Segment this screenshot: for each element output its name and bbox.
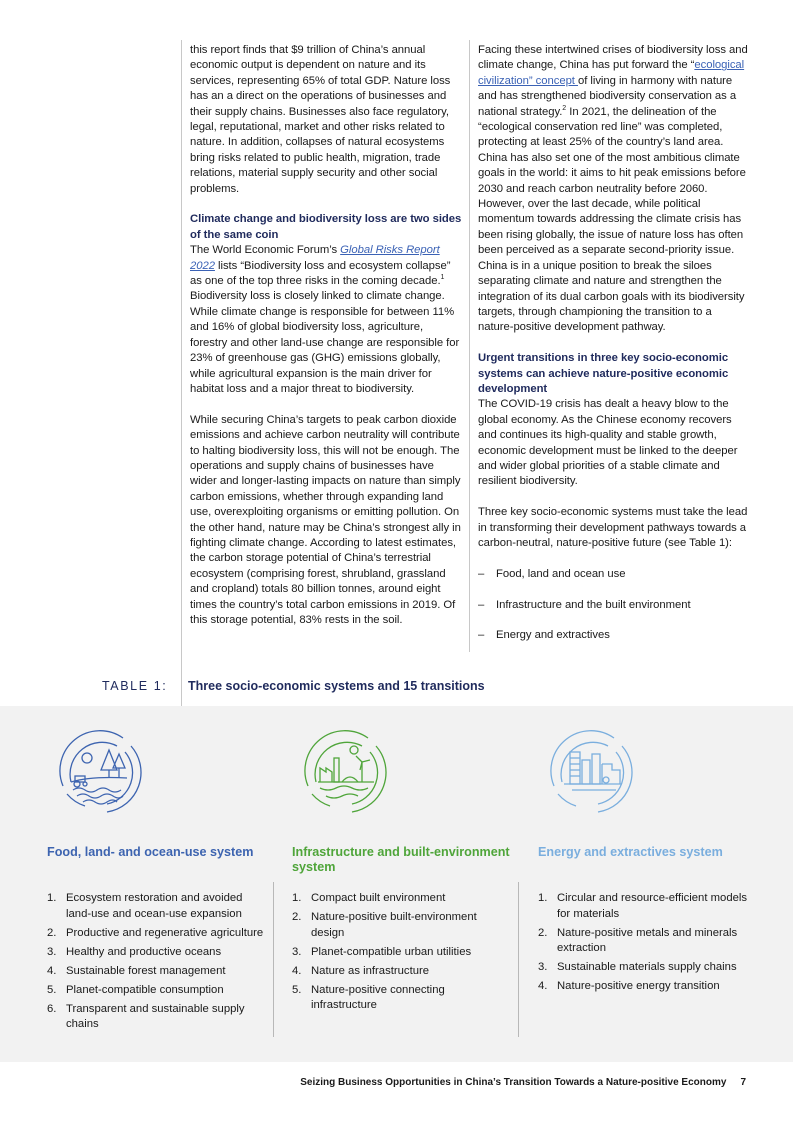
right-column <box>478 43 750 659</box>
column-separator <box>518 882 519 1037</box>
list-item: – Food, land and ocean use <box>478 567 750 582</box>
footer-title: Seizing Business Opportunities in China’s Transition Towards a Nature-positive Economy <box>300 1077 727 1088</box>
list-item: – Energy and extractives <box>478 628 750 643</box>
table-label: TABLE 1: <box>102 679 168 693</box>
system-energy-extractives <box>538 724 758 998</box>
table-title: Three socio-economic systems and 15 transitions <box>188 679 485 693</box>
list-item: 4. Sustainable forest management <box>47 964 226 977</box>
system-title: Food, land- and ocean-use system <box>47 845 254 859</box>
left-column <box>190 43 462 644</box>
list-item: 2. Productive and regenerative agriculture <box>47 926 264 939</box>
infrastructure-icon <box>296 724 396 824</box>
list-item: – Infrastructure and the built environment <box>478 598 750 613</box>
list-item: 2. Nature-positive built-environment design <box>292 911 477 939</box>
list-item: 3. Sustainable materials supply chains <box>538 961 737 973</box>
transition-list <box>47 891 267 1033</box>
transition-list <box>538 891 758 995</box>
left-rule <box>181 40 182 706</box>
footnote-ref[interactable]: 2 <box>562 104 567 112</box>
system-title: Infrastructure and built-environment system <box>292 845 510 874</box>
global-risks-report-link[interactable]: Global Risks Report 2022 <box>190 244 440 272</box>
paragraph: this report finds that $9 trillion of China’s annual economic output is dependent on nature and its services, representing 65% of total GDP. Nature loss has an a direct on the operations of businesses and their supply chains. Businesses also face regulatory, legal, reputational, market and other risks related to nature. In addition, collapses of natural ecosystems bring risks related to public health, migration, trade relations, material supply security and other social problems. <box>190 44 451 195</box>
table-panel <box>0 706 793 1062</box>
text: Biodiversity loss is closely linked to climate change. While climate change is responsible for between 11% and 16% of global biodiversity loss, agriculture, forestry and other land-use change are responsible for 23% of greenhouse gas (GHG) emissions globally, while agricultural expansion is the main driver for habitat loss and a major threat to biodiversity. <box>190 290 460 395</box>
list-item: 5. Nature-positive connecting infrastructure <box>292 983 445 1011</box>
food-land-ocean-icon <box>51 724 151 824</box>
list-item: 3. Healthy and productive oceans <box>47 945 222 958</box>
list-item: 2. Nature-positive metals and minerals extraction <box>538 926 738 954</box>
column-rule <box>469 40 470 652</box>
system-food-land-ocean <box>47 724 267 1036</box>
list-item: 1. Circular and resource-efficient models for materials <box>538 892 748 920</box>
section-heading: Climate change and biodiversity loss are two sides of the same coin <box>190 213 462 241</box>
section-heading: Urgent transitions in three key socio-economic systems can achieve nature-positive economic development <box>478 352 729 395</box>
transition-list <box>292 891 512 1014</box>
page-number: 7 <box>740 1077 746 1088</box>
list-item: 3. Planet-compatible urban utilities <box>292 945 472 958</box>
text: In 2021, the delineation of the “ecological conservation red line” was completed, protecting at least 25% of the country’s land area. China has also set one of the most ambitious climate goals in the world: it aims to hit peak emissions before 2030 and reach carbon neutrality before 2060. However, over the last decade, while political momentum towards addressing the climate crisis has been rising globally, the issue of nature loss has often been perceived as a separate second-priority issue. China is in a unique position to break the siloes separating climate and nature and strengthen the integration of its dual carbon goals with its biodiversity targets, through championing the transition to a nature-positive development pathway. <box>478 105 746 334</box>
table-caption <box>102 679 485 693</box>
text: Facing these intertwined crises of biodiversity loss and climate change, China has put forward the “ <box>478 44 748 72</box>
list-item: 4. Nature as infrastructure <box>292 964 430 977</box>
system-title: Energy and extractives system <box>538 845 723 859</box>
paragraph: While securing China’s targets to peak carbon dioxide emissions and achieve carbon neutrality will contribute to halting biodiversity loss, this will not be enough. The operations and supply chains of businesses have wider and longer-lasting impacts on nature than simply carbon emissions, whether through expanding land use, overexploiting organisms or emitting pollution. On the other hand, nature may be China’s strongest ally in fighting climate change. According to latest estimates, the carbon storage potential of China’s terrestrial ecosystem (comprising forest, shrubland, grassland and cropland) totals 80 billion tonnes, around eight times the country’s total carbon emissions in 2019. Of this storage potential, 83% rests in the soil. <box>190 413 461 626</box>
text: The COVID-19 crisis has dealt a heavy blow to the global economy. As the Chinese economy recovers and continues its high-quality and stable growth, economic development must be linked to the deeper and wider global priorities of a stable climate and resilient biodiversity. <box>478 398 738 488</box>
text: The World Economic Forum’s <box>190 244 341 257</box>
list-item: 1. Ecosystem restoration and avoided land-use and ocean-use expansion <box>47 892 243 920</box>
page-footer <box>300 1077 746 1088</box>
ecological-civilization-link[interactable]: ecological civilization” concept <box>478 59 745 87</box>
system-infrastructure <box>292 724 512 1017</box>
text: of living in harmony with nature and has strengthened biodiversity conservation as a national strategy. <box>478 74 737 118</box>
list-item: 5. Planet-compatible consumption <box>47 983 224 996</box>
list-item: 1. Compact built environment <box>292 892 446 904</box>
list-item: 4. Nature-positive energy transition <box>538 980 720 992</box>
paragraph: Three key socio-economic systems must take the lead in transforming their development pathways towards a carbon-neutral, nature-positive future (see Table 1): <box>478 506 748 549</box>
energy-extractives-icon <box>542 724 642 824</box>
column-separator <box>273 882 274 1037</box>
text: lists “Biodiversity loss and ecosystem collapse” as one of the top three risks in the coming decade. <box>190 259 451 288</box>
list-item: 6. Transparent and sustainable supply chains <box>47 1002 245 1030</box>
footnote-ref[interactable]: 1 <box>440 274 445 282</box>
system-list <box>478 567 750 644</box>
